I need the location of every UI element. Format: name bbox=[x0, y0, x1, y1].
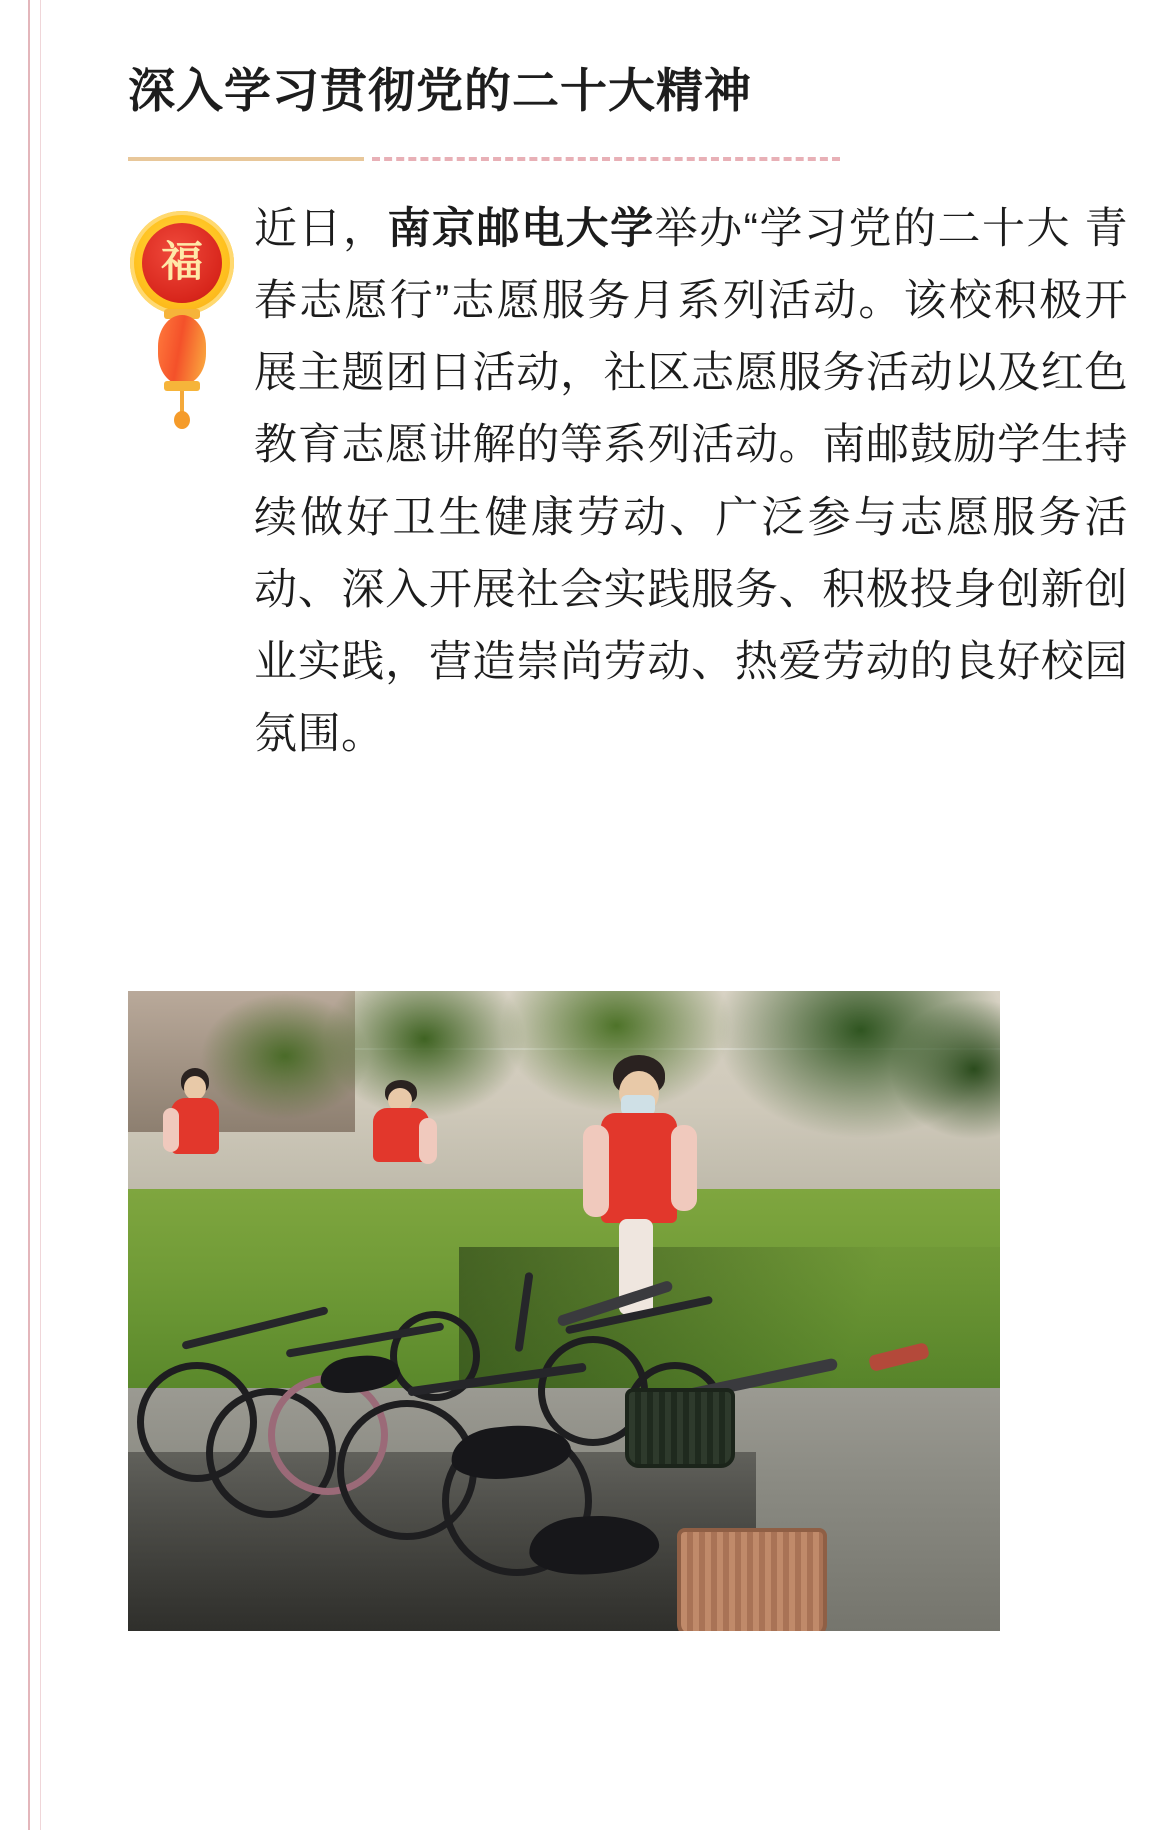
photo-volunteer-mid-left bbox=[363, 1080, 443, 1220]
divider-solid-segment bbox=[128, 157, 364, 161]
photo-volunteer-far-left bbox=[163, 1068, 233, 1198]
volunteer-sleeve-right bbox=[671, 1125, 697, 1211]
lantern-tassel-ball bbox=[174, 411, 190, 429]
volunteer-head bbox=[184, 1076, 206, 1100]
volunteer-sleeve bbox=[419, 1118, 437, 1164]
left-vertical-rule-secondary bbox=[40, 0, 41, 1830]
photo-tree-canopy bbox=[128, 991, 1000, 1209]
lantern-cap-bottom bbox=[164, 381, 200, 391]
volunteer-face-mask bbox=[621, 1095, 655, 1115]
left-vertical-rule bbox=[28, 0, 30, 1830]
body-section bbox=[128, 193, 1128, 953]
photo-illustration bbox=[128, 991, 1000, 1631]
photo-bicycle-basket-dark bbox=[625, 1388, 735, 1468]
page-title: 深入学习贯彻党的二十大精神 bbox=[128, 64, 752, 117]
lantern-ball bbox=[142, 223, 222, 303]
lantern-body bbox=[158, 315, 206, 385]
paragraph-rest: 举办“学习党的二十大 青春志愿行”志愿服务月系列活动。该校积极开展主题团日活动，社区志愿服务活动以及红色教育志愿讲解的等系列活动。南邮鼓励学生持续做好卫生健康劳动、广泛参与志愿服务活动、深入开展社会实践服务、积极投身创新创业实践，营造崇尚劳动、热爱劳动的良好校园氛围。 bbox=[254, 204, 1129, 759]
content-column bbox=[128, 0, 1128, 1631]
organization-name: 南京邮电大学 bbox=[387, 204, 655, 253]
body-paragraph bbox=[254, 193, 1128, 771]
photo-volunteers-arranging-bicycles bbox=[128, 991, 1000, 1631]
lantern-icon bbox=[128, 211, 236, 431]
volunteer-sleeve-left bbox=[583, 1125, 609, 1217]
volunteer-vest bbox=[601, 1113, 677, 1223]
divider bbox=[128, 151, 840, 167]
photo-bicycle-basket-wicker bbox=[677, 1528, 827, 1630]
lantern-fu-character: 福 bbox=[160, 237, 203, 285]
divider-dashed-segment bbox=[372, 157, 840, 161]
paragraph-lead: 近日， bbox=[254, 204, 388, 253]
volunteer-sleeve bbox=[163, 1108, 179, 1152]
